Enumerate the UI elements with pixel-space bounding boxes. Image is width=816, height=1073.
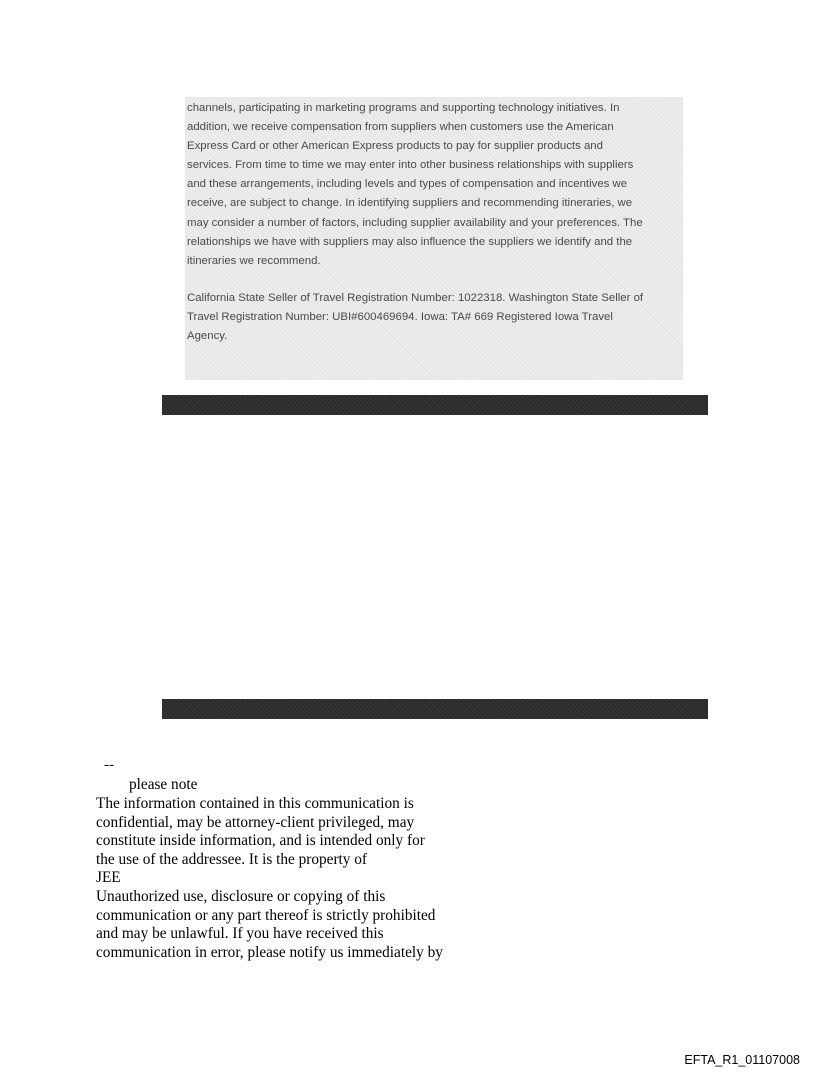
document-id: EFTA_R1_01107008 bbox=[684, 1053, 800, 1067]
seller-registration-paragraph: California State Seller of Travel Registration Number: 1022318. Washington State Seller of Travel Registration Number: UBI#600469694. Iowa: TA# 669 Registered Iowa Travel Agency. bbox=[187, 291, 644, 343]
redaction-bar-top bbox=[162, 395, 708, 415]
travel-disclosure-box bbox=[185, 97, 683, 380]
redaction-bar-bottom bbox=[162, 699, 708, 719]
supplier-compensation-paragraph: channels, participating in marketing programs and supporting technology initiatives. In addition, we receive compensation from suppliers when customers use the American Express Card or other American Express products to pay for supplier products and services. From time to time we may enter into other business relationships with suppliers and these arrangements, including levels and types of compensation and incentives we receive, are subject to change. In identifying suppliers and recommending itineraries, we may consider a number of factors, including supplier availability and your preferences. The relationships we have with suppliers may also influence the suppliers we identify and the itineraries we recommend. bbox=[187, 102, 643, 267]
signature-separator: -- bbox=[104, 757, 114, 773]
please-note-heading: please note bbox=[129, 776, 198, 793]
confidentiality-disclaimer: The information contained in this communication is confidential, may be attorney-client privileged, may constitute inside information, and is intended only for the use of the addressee. It is the property of JEE Unauthorized use, disclosure or copying of this communication or any part thereof is strictly prohibited and may be unlawful. If you have received this communication in error, please notify us immediately by bbox=[96, 795, 443, 961]
